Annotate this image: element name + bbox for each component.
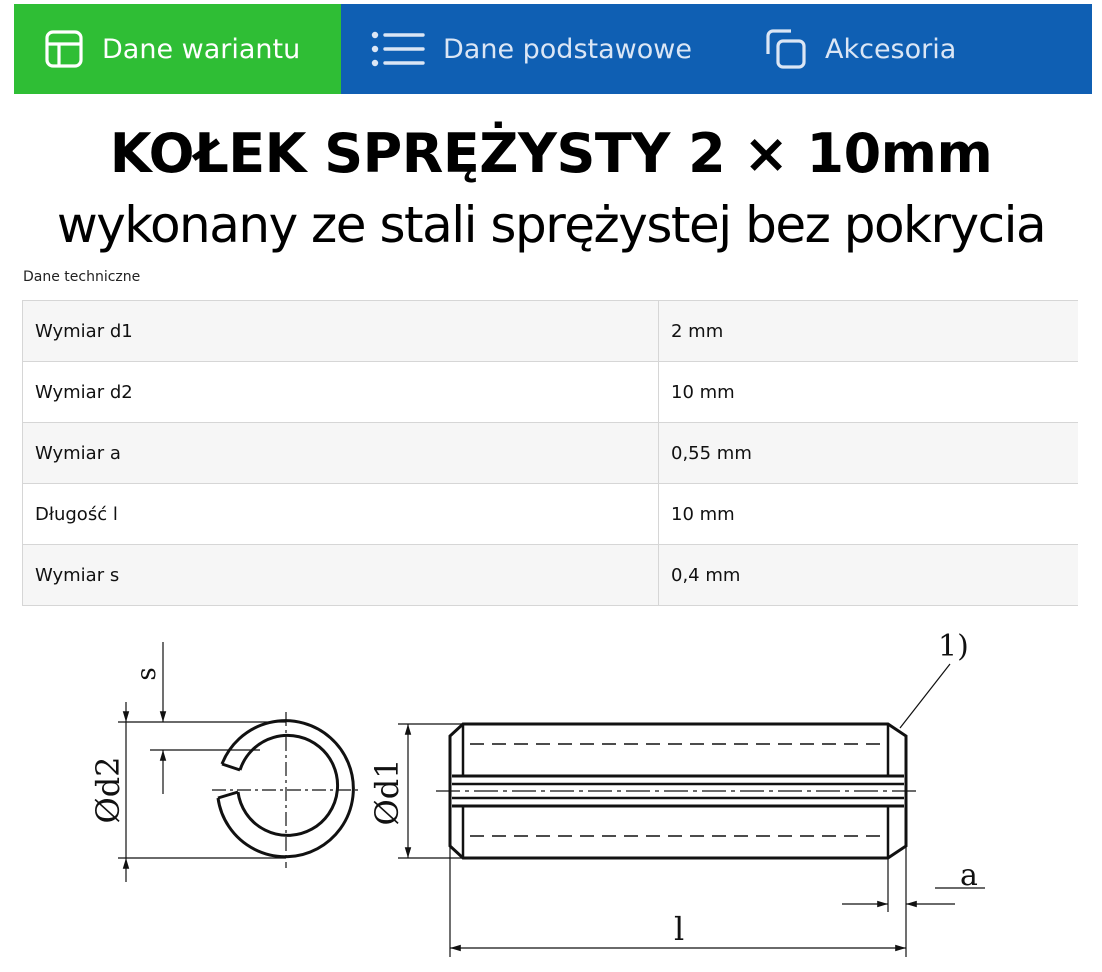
tab-label: Akcesoria xyxy=(825,33,957,65)
spec-value: 0,4 mm xyxy=(659,545,1079,606)
layout-panel-icon xyxy=(44,29,84,69)
spec-value: 2 mm xyxy=(659,301,1079,362)
tab-label: Dane wariantu xyxy=(102,33,301,65)
label-s: s xyxy=(132,667,162,681)
tab-dane-wariantu[interactable] xyxy=(14,4,341,94)
tab-bar xyxy=(14,4,1092,94)
spec-name: Wymiar s xyxy=(23,545,659,606)
label-note: 1) xyxy=(938,629,969,664)
tab-dane-podstawowe[interactable] xyxy=(341,4,765,94)
product-title: KOŁEK SPRĘŻYSTY 2 × 10mm xyxy=(109,122,993,185)
section-label: Dane techniczne xyxy=(23,269,141,285)
spec-value: 10 mm xyxy=(659,362,1079,423)
spec-name: Wymiar d1 xyxy=(23,301,659,362)
label-a: a xyxy=(960,858,978,893)
spec-name: Wymiar d2 xyxy=(23,362,659,423)
table-row xyxy=(23,362,1079,423)
side-view xyxy=(398,664,985,957)
label-d2: Ød2 xyxy=(89,756,127,824)
label-l: l xyxy=(674,910,685,948)
list-icon xyxy=(371,29,425,69)
tab-akcesoria[interactable] xyxy=(765,4,956,94)
copy-squares-icon xyxy=(765,28,807,70)
specs-table xyxy=(22,300,1078,606)
product-subtitle: wykonany ze stali sprężystej bez pokrycia xyxy=(56,196,1046,254)
spec-value: 0,55 mm xyxy=(659,423,1079,484)
label-d1: Ød1 xyxy=(368,758,406,826)
table-row xyxy=(23,301,1079,362)
tab-label: Dane podstawowe xyxy=(443,33,692,65)
spec-name: Wymiar a xyxy=(23,423,659,484)
technical-drawing xyxy=(0,612,1102,972)
table-row xyxy=(23,423,1079,484)
table-row xyxy=(23,545,1079,606)
table-row xyxy=(23,484,1079,545)
spec-value: 10 mm xyxy=(659,484,1079,545)
spec-name: Długość l xyxy=(23,484,659,545)
